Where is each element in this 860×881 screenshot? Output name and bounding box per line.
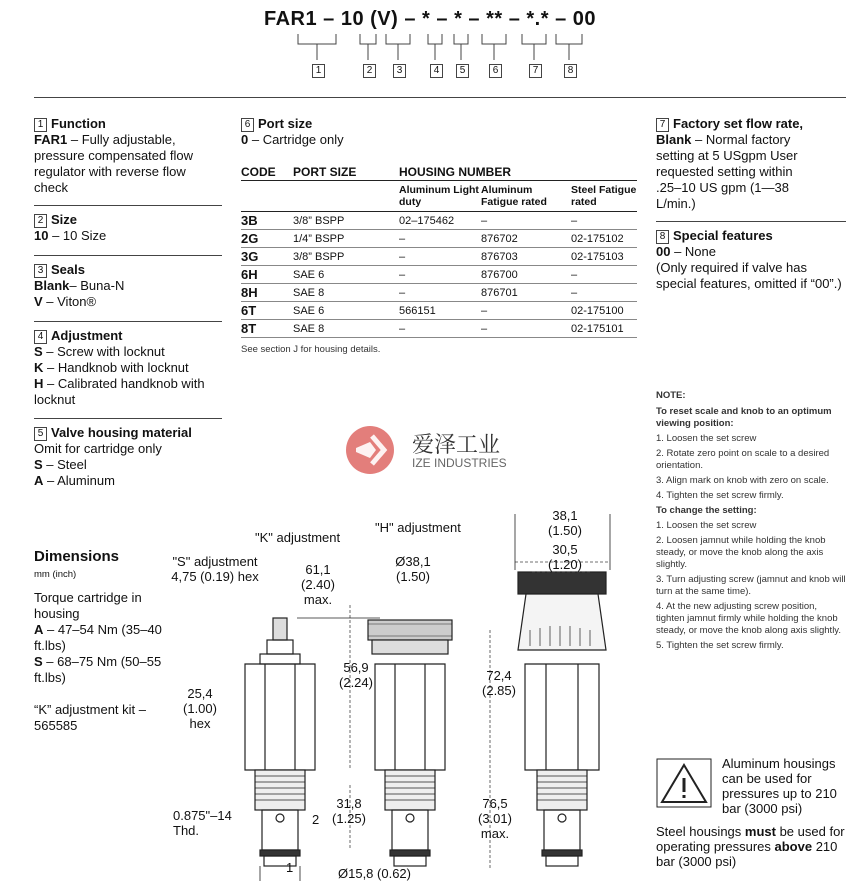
torque-a-text: – 47–54 Nm (35–40 ft.lbs) xyxy=(34,622,162,653)
note-step: 4. Tighten the set screw firmly. xyxy=(656,490,784,501)
warning-text-1: Aluminum housings can be used for pressures up to 210 bar (3000 psi) xyxy=(722,756,837,816)
box-8-label: 8 xyxy=(656,230,669,244)
note-steps-1 xyxy=(656,433,846,502)
section-adjustment xyxy=(34,328,226,408)
section-housing-material xyxy=(34,425,234,489)
dim-61: 61,1 (2.40) max. xyxy=(301,562,335,607)
table-cell: SAE 8 xyxy=(293,322,325,335)
table-cell: SAE 6 xyxy=(293,268,325,281)
special-note: (Only required if valve has special features, omitted if “00”.) xyxy=(656,260,842,291)
adjustment-title: Adjustment xyxy=(51,328,123,343)
box-1: 1 xyxy=(312,64,325,78)
table-cell: – xyxy=(571,268,578,281)
table-row xyxy=(241,266,637,284)
seals-code-2: V xyxy=(34,294,43,309)
dim-25: 25,4 (1.00) hex xyxy=(183,686,217,731)
function-code: FAR1 xyxy=(34,132,68,147)
warning-icon xyxy=(656,758,712,808)
port-rows xyxy=(241,212,637,338)
table-cell: 02-175101 xyxy=(571,322,624,335)
box-3-label: 3 xyxy=(34,264,47,278)
size-text: – 10 Size xyxy=(48,228,107,243)
note-block xyxy=(656,390,846,655)
special-code: 00 xyxy=(656,244,671,259)
divider xyxy=(34,418,222,419)
s-adjustment-label: "S" adjustment 4,75 (0.19) hex xyxy=(171,554,259,584)
dimensions-block xyxy=(34,548,164,734)
code-cell: 8H xyxy=(241,285,258,300)
box-4-label: 4 xyxy=(34,330,47,344)
port-size-title: Port size xyxy=(258,116,313,131)
dim-31: 31,8 (1.25) xyxy=(332,796,366,826)
special-text: – None xyxy=(670,244,717,259)
table-cell: 566151 xyxy=(399,304,436,317)
dimensions-title: Dimensions xyxy=(34,548,120,565)
divider xyxy=(34,205,222,206)
warning-part: Steel housings xyxy=(656,824,745,839)
function-title: Function xyxy=(51,116,106,131)
logo xyxy=(342,422,522,482)
dim-38-dia: Ø38,1 (1.50) xyxy=(395,554,431,584)
port-table-wrapper xyxy=(241,164,637,355)
function-text: – Fully adjustable, pressure compensated flow regulator with reverse flow check xyxy=(34,132,193,195)
table-cell: SAE 6 xyxy=(293,304,325,317)
empty-cell xyxy=(293,181,399,212)
box-7: 7 xyxy=(529,64,542,78)
table-cell: – xyxy=(399,232,406,245)
code-cell: 2G xyxy=(241,231,259,246)
logo-cn: 爱泽工业 xyxy=(412,433,501,458)
dim-56: 56,9 (2.24) xyxy=(339,660,373,690)
adjustment-text: – Screw with locknut xyxy=(42,344,165,359)
adjustment-text: – Calibrated handknob with locknut xyxy=(34,376,205,407)
box-6-label: 6 xyxy=(241,118,254,132)
logo-mark-icon xyxy=(342,422,398,478)
table-cell: – xyxy=(399,286,406,299)
table-row xyxy=(241,230,637,248)
section-seals xyxy=(34,262,222,310)
box-7-label: 7 xyxy=(656,118,669,132)
seals-text-2: – Viton® xyxy=(42,294,97,309)
table-cell: 02–175462 xyxy=(399,214,455,227)
k-adjustment-label: "K" adjustment xyxy=(255,530,341,545)
port-size-text: – Cartridge only xyxy=(248,132,344,147)
port-1-label: 1 xyxy=(286,860,294,875)
housing-text-a: – Aluminum xyxy=(43,473,115,488)
note-step: 1. Loosen the set screw xyxy=(656,433,757,444)
table-cell: 02-175100 xyxy=(571,304,624,317)
adjustment-code: K xyxy=(34,360,44,375)
code-cell: 6H xyxy=(241,267,258,282)
housing-text-s: – Steel xyxy=(42,457,87,472)
torque-a-code: A xyxy=(34,622,44,637)
dim-38: 38,1 (1.50) xyxy=(548,508,582,538)
adjustment-code: H xyxy=(34,376,44,391)
box-5: 5 xyxy=(456,64,469,78)
thread-label: 0.875"–14 Thd. xyxy=(173,808,232,838)
code-cell: 3B xyxy=(241,213,258,228)
col-code: CODE xyxy=(241,165,276,179)
port-footnote: See section J for housing details. xyxy=(241,344,381,355)
dim-30: 30,5 (1.20) xyxy=(548,542,582,572)
box-8: 8 xyxy=(564,64,577,78)
box-6: 6 xyxy=(489,64,502,78)
housing-code-s: S xyxy=(34,457,43,472)
box-3: 3 xyxy=(393,64,406,78)
flow-rate-code: Blank xyxy=(656,132,692,147)
housing-code-a: A xyxy=(34,473,44,488)
code-cell: 8T xyxy=(241,321,257,336)
size-title: Size xyxy=(51,212,78,227)
table-cell: – xyxy=(571,214,578,227)
note-step: 3. Turn adjusting screw (jamnut and knob will turn at the same time). xyxy=(656,574,846,597)
note-step: 2. Loosen jamnut while holding the knob steady, or move the knob along the axis slightly. xyxy=(656,535,826,570)
dim-15-dia: Ø15,8 (0.62) xyxy=(338,866,411,881)
divider xyxy=(34,321,222,322)
table-cell: – xyxy=(481,304,488,317)
table-cell: – xyxy=(399,322,406,335)
torque-text: Torque cartridge in housing xyxy=(34,590,142,621)
port-2-label: 2 xyxy=(312,812,320,827)
code-cell: 3G xyxy=(241,249,259,264)
box-5-label: 5 xyxy=(34,427,47,441)
torque-s-code: S xyxy=(34,654,43,669)
section-size xyxy=(34,212,222,244)
table-cell: 876702 xyxy=(481,232,518,245)
box-2: 2 xyxy=(363,64,376,78)
col-al-light: Aluminum Light duty xyxy=(399,184,479,208)
note-step: 3. Align mark on knob with zero on scale. xyxy=(656,475,829,486)
model-code: FAR1 – 10 (V) – * – * – ** – *.* – 00 xyxy=(263,8,596,30)
logo-en: IZE INDUSTRIES xyxy=(412,456,507,470)
note-title: NOTE: xyxy=(656,390,686,401)
table-row xyxy=(241,320,637,338)
size-code: 10 xyxy=(34,228,49,243)
section-function xyxy=(34,116,222,196)
table-cell: – xyxy=(399,250,406,263)
table-row xyxy=(241,284,637,302)
table-cell: 1/4” BSPP xyxy=(293,232,345,245)
warning-must: must xyxy=(744,824,776,839)
divider xyxy=(656,221,846,222)
seals-code-1: Blank xyxy=(34,278,70,293)
note-steps-2 xyxy=(656,520,846,652)
col-st-fat: Steel Fatigue rated xyxy=(571,184,637,208)
table-cell: 3/8” BSPP xyxy=(293,250,345,263)
warning-part: 210 bar (3000 psi) xyxy=(656,839,838,869)
k-kit-text: “K” adjustment kit – 565585 xyxy=(34,702,146,733)
empty-cell xyxy=(241,181,293,212)
seals-text-1: – Buna-N xyxy=(69,278,125,293)
table-cell: 876700 xyxy=(481,268,518,281)
warning-part: be used for operating pressures xyxy=(656,824,845,854)
table-cell: – xyxy=(481,214,488,227)
note-step: 1. Loosen the set screw xyxy=(656,520,757,531)
col-port: PORT SIZE xyxy=(293,165,357,179)
box-4: 4 xyxy=(430,64,443,78)
torque-s-text: – 68–75 Nm (50–55 ft.lbs) xyxy=(34,654,162,685)
h-adjustment-label: "H" adjustment xyxy=(375,520,461,535)
table-cell: 876703 xyxy=(481,250,518,263)
seals-title: Seals xyxy=(51,262,85,277)
special-title: Special features xyxy=(673,228,773,243)
section-special-features xyxy=(656,228,846,292)
note-step: 4. At the new adjusting screw position, tighten jamnut firmly while holding the knob steady, or move the knob along axis slightly. xyxy=(656,601,841,636)
table-cell: 3/8” BSPP xyxy=(293,214,345,227)
note-step: 2. Rotate zero point on scale to a desired orientation. xyxy=(656,448,830,471)
table-cell: – xyxy=(399,268,406,281)
housing-material-note: Omit for cartridge only xyxy=(34,441,162,456)
table-row xyxy=(241,248,637,266)
col-housing: HOUSING NUMBER xyxy=(399,165,512,179)
table-cell: 02-175102 xyxy=(571,232,624,245)
model-code-box-row xyxy=(310,64,590,80)
dim-76: 76,5 (3.01) max. xyxy=(478,796,512,841)
adjustment-code: S xyxy=(34,344,43,359)
table-cell: – xyxy=(481,322,488,335)
code-cell: 6T xyxy=(241,303,257,318)
table-cell: SAE 8 xyxy=(293,286,325,299)
flow-rate-text: – Normal factory setting at 5 USgpm User requested setting within .25–10 US gpm (1—38 L/min.) xyxy=(656,132,798,211)
note-heading-2: To change the setting: xyxy=(656,505,757,516)
table-row xyxy=(241,212,637,230)
table-row xyxy=(241,302,637,320)
warning-text-2 xyxy=(656,824,856,869)
housing-material-title: Valve housing material xyxy=(51,425,192,440)
dim-72: 72,4 (2.85) xyxy=(482,668,516,698)
flow-rate-title: Factory set flow rate, xyxy=(673,116,804,131)
note-step: 5. Tighten the set screw firmly. xyxy=(656,640,784,651)
section-flow-rate xyxy=(656,116,846,212)
divider xyxy=(34,255,222,256)
top-divider xyxy=(34,97,846,98)
table-cell: – xyxy=(571,286,578,299)
box-2-label: 2 xyxy=(34,214,47,228)
table-cell: 876701 xyxy=(481,286,518,299)
col-al-fat: Aluminum Fatigue rated xyxy=(481,184,547,208)
warning-above: above xyxy=(774,839,813,854)
port-size-code: 0 xyxy=(241,132,249,147)
note-heading-1: To reset scale and knob to an optimum viewing position: xyxy=(656,406,832,429)
table-cell: 02-175103 xyxy=(571,250,624,263)
dimensions-unit: mm (inch) xyxy=(34,569,77,580)
port-table xyxy=(241,164,637,338)
box-1-label: 1 xyxy=(34,118,47,132)
section-port-size xyxy=(241,116,641,148)
adjustment-text: – Handknob with locknut xyxy=(43,360,189,375)
